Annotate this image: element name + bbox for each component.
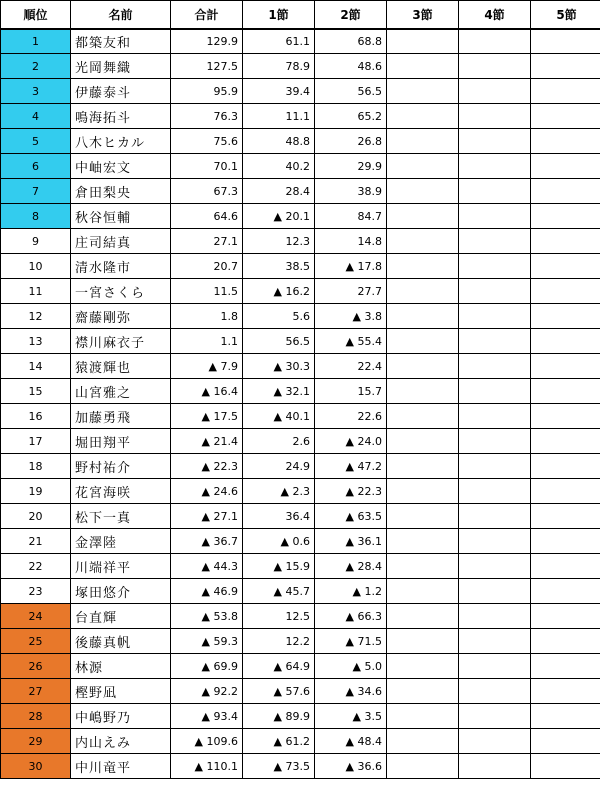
round-2-cell: 56.5 xyxy=(315,79,387,104)
rank-cell: 18 xyxy=(1,454,71,479)
round-1-cell: ▲ 16.2 xyxy=(243,279,315,304)
total-cell: 20.7 xyxy=(171,254,243,279)
round-1-cell: 39.4 xyxy=(243,79,315,104)
round-2-cell: ▲ 5.0 xyxy=(315,654,387,679)
round-2-cell: 48.6 xyxy=(315,54,387,79)
round-3-cell xyxy=(387,604,459,629)
table-row xyxy=(1,729,600,754)
rank-cell: 3 xyxy=(1,79,71,104)
round-2-cell: 14.8 xyxy=(315,229,387,254)
round-2-cell: ▲ 3.8 xyxy=(315,304,387,329)
total-cell: 129.9 xyxy=(171,29,243,54)
round-5-cell xyxy=(531,254,600,279)
table-row xyxy=(1,429,600,454)
round-5-cell xyxy=(531,104,600,129)
name-cell: 松下一真 xyxy=(71,504,171,529)
rank-cell: 30 xyxy=(1,754,71,779)
round-5-cell xyxy=(531,679,600,704)
header-round-4: 4節 xyxy=(459,1,531,29)
header-round-2: 2節 xyxy=(315,1,387,29)
round-3-cell xyxy=(387,579,459,604)
name-cell: 庄司結真 xyxy=(71,229,171,254)
round-2-cell: ▲ 17.8 xyxy=(315,254,387,279)
total-cell: 67.3 xyxy=(171,179,243,204)
round-4-cell xyxy=(459,129,531,154)
rank-cell: 15 xyxy=(1,379,71,404)
round-3-cell xyxy=(387,129,459,154)
table-row xyxy=(1,54,600,79)
rank-cell: 20 xyxy=(1,504,71,529)
name-cell: 襟川麻衣子 xyxy=(71,329,171,354)
round-5-cell xyxy=(531,229,600,254)
round-1-cell: 78.9 xyxy=(243,54,315,79)
table-row xyxy=(1,379,600,404)
name-cell: 山宮雅之 xyxy=(71,379,171,404)
round-4-cell xyxy=(459,279,531,304)
round-4-cell xyxy=(459,104,531,129)
name-cell: 清水隆市 xyxy=(71,254,171,279)
round-5-cell xyxy=(531,579,600,604)
rank-cell: 6 xyxy=(1,154,71,179)
rank-cell: 23 xyxy=(1,579,71,604)
total-cell: 1.1 xyxy=(171,329,243,354)
total-cell: ▲ 53.8 xyxy=(171,604,243,629)
round-2-cell: ▲ 36.6 xyxy=(315,754,387,779)
name-cell: 一宮さくら xyxy=(71,279,171,304)
name-cell: 光岡舞織 xyxy=(71,54,171,79)
table-row xyxy=(1,304,600,329)
round-5-cell xyxy=(531,204,600,229)
table-row xyxy=(1,704,600,729)
rank-cell: 13 xyxy=(1,329,71,354)
table-row xyxy=(1,254,600,279)
total-cell: ▲ 44.3 xyxy=(171,554,243,579)
round-5-cell xyxy=(531,529,600,554)
round-1-cell: ▲ 89.9 xyxy=(243,704,315,729)
table-row xyxy=(1,654,600,679)
round-2-cell: ▲ 55.4 xyxy=(315,329,387,354)
round-1-cell: 36.4 xyxy=(243,504,315,529)
round-3-cell xyxy=(387,279,459,304)
table-row xyxy=(1,204,600,229)
round-4-cell xyxy=(459,379,531,404)
table-row xyxy=(1,629,600,654)
round-3-cell xyxy=(387,154,459,179)
header-round-5: 5節 xyxy=(531,1,600,29)
header-round-3: 3節 xyxy=(387,1,459,29)
total-cell: ▲ 59.3 xyxy=(171,629,243,654)
rank-cell: 10 xyxy=(1,254,71,279)
round-2-cell: 22.6 xyxy=(315,404,387,429)
table-row xyxy=(1,754,600,779)
header-total: 合計 xyxy=(171,1,243,29)
rank-cell: 8 xyxy=(1,204,71,229)
round-3-cell xyxy=(387,229,459,254)
table-row xyxy=(1,329,600,354)
total-cell: 76.3 xyxy=(171,104,243,129)
round-4-cell xyxy=(459,304,531,329)
total-cell: ▲ 36.7 xyxy=(171,529,243,554)
header-row xyxy=(1,1,600,29)
round-2-cell: ▲ 22.3 xyxy=(315,479,387,504)
round-4-cell xyxy=(459,679,531,704)
table-row xyxy=(1,504,600,529)
round-3-cell xyxy=(387,254,459,279)
round-2-cell: ▲ 34.6 xyxy=(315,679,387,704)
round-1-cell: ▲ 40.1 xyxy=(243,404,315,429)
round-2-cell: 15.7 xyxy=(315,379,387,404)
round-4-cell xyxy=(459,479,531,504)
round-1-cell: 12.5 xyxy=(243,604,315,629)
table-row xyxy=(1,229,600,254)
rank-cell: 14 xyxy=(1,354,71,379)
round-3-cell xyxy=(387,329,459,354)
round-2-cell: ▲ 48.4 xyxy=(315,729,387,754)
round-4-cell xyxy=(459,29,531,54)
rank-cell: 26 xyxy=(1,654,71,679)
total-cell: 75.6 xyxy=(171,129,243,154)
round-5-cell xyxy=(531,729,600,754)
name-cell: 齋藤剛弥 xyxy=(71,304,171,329)
total-cell: ▲ 46.9 xyxy=(171,579,243,604)
total-cell: ▲ 92.2 xyxy=(171,679,243,704)
total-cell: 11.5 xyxy=(171,279,243,304)
round-4-cell xyxy=(459,704,531,729)
round-3-cell xyxy=(387,629,459,654)
round-2-cell: ▲ 47.2 xyxy=(315,454,387,479)
round-4-cell xyxy=(459,554,531,579)
table-row xyxy=(1,404,600,429)
round-1-cell: 24.9 xyxy=(243,454,315,479)
total-cell: 1.8 xyxy=(171,304,243,329)
table-row xyxy=(1,104,600,129)
round-3-cell xyxy=(387,54,459,79)
round-5-cell xyxy=(531,304,600,329)
round-2-cell: ▲ 1.2 xyxy=(315,579,387,604)
round-4-cell xyxy=(459,579,531,604)
round-4-cell xyxy=(459,79,531,104)
round-4-cell xyxy=(459,154,531,179)
round-3-cell xyxy=(387,504,459,529)
rank-cell: 12 xyxy=(1,304,71,329)
round-5-cell xyxy=(531,354,600,379)
table-row xyxy=(1,279,600,304)
name-cell: 林源 xyxy=(71,654,171,679)
round-4-cell xyxy=(459,529,531,554)
table-row xyxy=(1,129,600,154)
name-cell: 金澤陸 xyxy=(71,529,171,554)
total-cell: 70.1 xyxy=(171,154,243,179)
total-cell: ▲ 7.9 xyxy=(171,354,243,379)
rank-cell: 9 xyxy=(1,229,71,254)
rank-cell: 29 xyxy=(1,729,71,754)
round-2-cell: 68.8 xyxy=(315,29,387,54)
header-round-1: 1節 xyxy=(243,1,315,29)
table-body xyxy=(1,29,600,779)
table-row xyxy=(1,679,600,704)
round-1-cell: ▲ 32.1 xyxy=(243,379,315,404)
total-cell: ▲ 24.6 xyxy=(171,479,243,504)
round-5-cell xyxy=(531,29,600,54)
round-2-cell: ▲ 24.0 xyxy=(315,429,387,454)
rank-cell: 19 xyxy=(1,479,71,504)
round-3-cell xyxy=(387,529,459,554)
table-row xyxy=(1,604,600,629)
round-3-cell xyxy=(387,79,459,104)
round-1-cell: ▲ 2.3 xyxy=(243,479,315,504)
round-3-cell xyxy=(387,479,459,504)
table-row xyxy=(1,354,600,379)
round-5-cell xyxy=(531,429,600,454)
rank-cell: 5 xyxy=(1,129,71,154)
rank-cell: 25 xyxy=(1,629,71,654)
total-cell: ▲ 109.6 xyxy=(171,729,243,754)
round-4-cell xyxy=(459,54,531,79)
name-cell: 後藤真帆 xyxy=(71,629,171,654)
round-1-cell: ▲ 57.6 xyxy=(243,679,315,704)
name-cell: 伊藤泰斗 xyxy=(71,79,171,104)
round-5-cell xyxy=(531,554,600,579)
round-2-cell: 26.8 xyxy=(315,129,387,154)
rank-cell: 28 xyxy=(1,704,71,729)
round-4-cell xyxy=(459,404,531,429)
round-4-cell xyxy=(459,604,531,629)
name-cell: 八木ヒカル xyxy=(71,129,171,154)
round-3-cell xyxy=(387,729,459,754)
round-2-cell: ▲ 28.4 xyxy=(315,554,387,579)
round-2-cell: 38.9 xyxy=(315,179,387,204)
round-2-cell: ▲ 66.3 xyxy=(315,604,387,629)
rank-cell: 2 xyxy=(1,54,71,79)
round-5-cell xyxy=(531,179,600,204)
round-3-cell xyxy=(387,304,459,329)
round-4-cell xyxy=(459,629,531,654)
round-1-cell: ▲ 15.9 xyxy=(243,554,315,579)
rank-cell: 24 xyxy=(1,604,71,629)
name-cell: 鳴海拓斗 xyxy=(71,104,171,129)
name-cell: 中川竜平 xyxy=(71,754,171,779)
round-2-cell: ▲ 36.1 xyxy=(315,529,387,554)
rank-cell: 1 xyxy=(1,29,71,54)
table-row xyxy=(1,179,600,204)
round-5-cell xyxy=(531,704,600,729)
rank-cell: 27 xyxy=(1,679,71,704)
round-5-cell xyxy=(531,79,600,104)
round-1-cell: 48.8 xyxy=(243,129,315,154)
round-4-cell xyxy=(459,729,531,754)
table-row xyxy=(1,154,600,179)
round-3-cell xyxy=(387,179,459,204)
table-row xyxy=(1,554,600,579)
rank-cell: 17 xyxy=(1,429,71,454)
round-1-cell: ▲ 73.5 xyxy=(243,754,315,779)
round-5-cell xyxy=(531,629,600,654)
table-row xyxy=(1,529,600,554)
name-cell: 野村祐介 xyxy=(71,454,171,479)
round-1-cell: ▲ 64.9 xyxy=(243,654,315,679)
total-cell: ▲ 93.4 xyxy=(171,704,243,729)
name-cell: 塚田悠介 xyxy=(71,579,171,604)
total-cell: 127.5 xyxy=(171,54,243,79)
total-cell: ▲ 69.9 xyxy=(171,654,243,679)
round-5-cell xyxy=(531,604,600,629)
round-1-cell: 2.6 xyxy=(243,429,315,454)
total-cell: ▲ 16.4 xyxy=(171,379,243,404)
round-4-cell xyxy=(459,229,531,254)
name-cell: 猿渡輝也 xyxy=(71,354,171,379)
rank-cell: 22 xyxy=(1,554,71,579)
round-1-cell: 28.4 xyxy=(243,179,315,204)
table-row xyxy=(1,479,600,504)
rank-cell: 16 xyxy=(1,404,71,429)
name-cell: 台直輝 xyxy=(71,604,171,629)
round-3-cell xyxy=(387,754,459,779)
name-cell: 堀田翔平 xyxy=(71,429,171,454)
round-3-cell xyxy=(387,679,459,704)
name-cell: 倉田梨央 xyxy=(71,179,171,204)
total-cell: 27.1 xyxy=(171,229,243,254)
round-2-cell: ▲ 71.5 xyxy=(315,629,387,654)
round-4-cell xyxy=(459,754,531,779)
round-2-cell: 22.4 xyxy=(315,354,387,379)
name-cell: 中岫宏文 xyxy=(71,154,171,179)
round-1-cell: 38.5 xyxy=(243,254,315,279)
round-1-cell: 61.1 xyxy=(243,29,315,54)
round-1-cell: 5.6 xyxy=(243,304,315,329)
rank-cell: 7 xyxy=(1,179,71,204)
round-2-cell: ▲ 3.5 xyxy=(315,704,387,729)
round-3-cell xyxy=(387,204,459,229)
round-3-cell xyxy=(387,29,459,54)
round-5-cell xyxy=(531,479,600,504)
name-cell: 加藤勇飛 xyxy=(71,404,171,429)
round-5-cell xyxy=(531,279,600,304)
round-3-cell xyxy=(387,379,459,404)
header-rank: 順位 xyxy=(1,1,71,29)
name-cell: 樫野凪 xyxy=(71,679,171,704)
round-2-cell: ▲ 63.5 xyxy=(315,504,387,529)
round-5-cell xyxy=(531,404,600,429)
table-row xyxy=(1,79,600,104)
round-4-cell xyxy=(459,654,531,679)
table-header xyxy=(1,1,600,29)
round-3-cell xyxy=(387,654,459,679)
name-cell: 中嶋野乃 xyxy=(71,704,171,729)
round-1-cell: 56.5 xyxy=(243,329,315,354)
round-2-cell: 84.7 xyxy=(315,204,387,229)
name-cell: 秋谷恒輔 xyxy=(71,204,171,229)
round-3-cell xyxy=(387,429,459,454)
round-1-cell: 40.2 xyxy=(243,154,315,179)
header-name: 名前 xyxy=(71,1,171,29)
round-5-cell xyxy=(531,754,600,779)
round-1-cell: 12.3 xyxy=(243,229,315,254)
total-cell: ▲ 17.5 xyxy=(171,404,243,429)
total-cell: 95.9 xyxy=(171,79,243,104)
round-3-cell xyxy=(387,404,459,429)
round-3-cell xyxy=(387,104,459,129)
round-3-cell xyxy=(387,704,459,729)
total-cell: ▲ 22.3 xyxy=(171,454,243,479)
round-3-cell xyxy=(387,454,459,479)
name-cell: 内山えみ xyxy=(71,729,171,754)
round-4-cell xyxy=(459,179,531,204)
round-5-cell xyxy=(531,154,600,179)
round-3-cell xyxy=(387,554,459,579)
round-4-cell xyxy=(459,429,531,454)
total-cell: ▲ 21.4 xyxy=(171,429,243,454)
round-3-cell xyxy=(387,354,459,379)
table-row xyxy=(1,579,600,604)
total-cell: ▲ 110.1 xyxy=(171,754,243,779)
round-5-cell xyxy=(531,654,600,679)
round-4-cell xyxy=(459,329,531,354)
round-2-cell: 29.9 xyxy=(315,154,387,179)
round-5-cell xyxy=(531,504,600,529)
round-5-cell xyxy=(531,54,600,79)
round-2-cell: 65.2 xyxy=(315,104,387,129)
round-5-cell xyxy=(531,454,600,479)
round-5-cell xyxy=(531,379,600,404)
round-4-cell xyxy=(459,504,531,529)
total-cell: 64.6 xyxy=(171,204,243,229)
rank-cell: 21 xyxy=(1,529,71,554)
rank-cell: 11 xyxy=(1,279,71,304)
round-1-cell: 11.1 xyxy=(243,104,315,129)
round-1-cell: ▲ 45.7 xyxy=(243,579,315,604)
rank-cell: 4 xyxy=(1,104,71,129)
table-row xyxy=(1,29,600,54)
name-cell: 川端祥平 xyxy=(71,554,171,579)
round-2-cell: 27.7 xyxy=(315,279,387,304)
name-cell: 都築友和 xyxy=(71,29,171,54)
total-cell: ▲ 27.1 xyxy=(171,504,243,529)
table-row xyxy=(1,454,600,479)
round-4-cell xyxy=(459,354,531,379)
name-cell: 花宮海咲 xyxy=(71,479,171,504)
round-4-cell xyxy=(459,204,531,229)
round-1-cell: ▲ 61.2 xyxy=(243,729,315,754)
round-4-cell xyxy=(459,254,531,279)
round-4-cell xyxy=(459,454,531,479)
round-5-cell xyxy=(531,129,600,154)
round-1-cell: ▲ 30.3 xyxy=(243,354,315,379)
round-5-cell xyxy=(531,329,600,354)
round-1-cell: ▲ 20.1 xyxy=(243,204,315,229)
round-1-cell: 12.2 xyxy=(243,629,315,654)
round-1-cell: ▲ 0.6 xyxy=(243,529,315,554)
